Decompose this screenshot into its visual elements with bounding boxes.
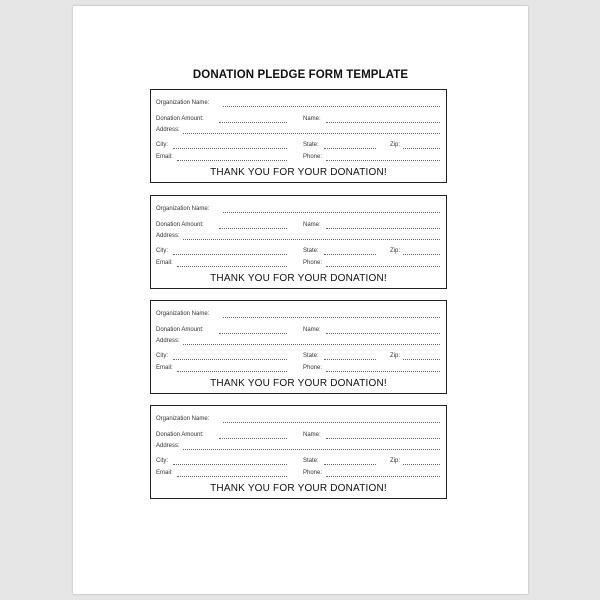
state-label: State: <box>303 248 319 254</box>
pledge-card-2 <box>150 195 447 289</box>
city-field[interactable] <box>173 254 287 255</box>
phone-field[interactable] <box>326 476 440 477</box>
state-label: State: <box>303 142 319 148</box>
amount-name-row <box>156 431 441 440</box>
email-row <box>156 259 441 268</box>
phone-label: Phone: <box>303 260 323 266</box>
state-field[interactable] <box>324 464 376 465</box>
email-label: Email: <box>156 260 173 266</box>
thank-you-text: THANK YOU FOR YOUR DONATION! <box>210 378 387 389</box>
email-row <box>156 469 441 478</box>
document-page <box>73 6 528 594</box>
organization-label: Organization Name: <box>156 416 210 422</box>
state-label: State: <box>303 353 319 359</box>
zip-field[interactable] <box>403 148 440 149</box>
email-label: Email: <box>156 154 173 160</box>
city-row <box>156 457 441 466</box>
address-field[interactable] <box>183 133 440 134</box>
address-field[interactable] <box>183 239 440 240</box>
zip-field[interactable] <box>403 464 440 465</box>
email-field[interactable] <box>177 266 287 267</box>
thank-you-text: THANK YOU FOR YOUR DONATION! <box>210 483 387 494</box>
city-row <box>156 247 441 256</box>
amount-field[interactable] <box>219 228 287 229</box>
pledge-card-4 <box>150 405 447 499</box>
name-field[interactable] <box>326 438 440 439</box>
city-field[interactable] <box>173 148 287 149</box>
zip-label: Zip: <box>390 248 401 254</box>
organization-label: Organization Name: <box>156 311 210 317</box>
zip-field[interactable] <box>403 359 440 360</box>
organization-label: Organization Name: <box>156 100 210 106</box>
organization-field[interactable] <box>223 106 440 107</box>
address-field[interactable] <box>183 344 440 345</box>
organization-row <box>156 205 441 214</box>
email-row <box>156 153 441 162</box>
pledge-card-1 <box>150 89 447 183</box>
name-field[interactable] <box>326 333 440 334</box>
zip-label: Zip: <box>390 353 401 359</box>
thank-you-text: THANK YOU FOR YOUR DONATION! <box>210 167 387 178</box>
city-label: City: <box>156 458 168 464</box>
state-label: State: <box>303 458 319 464</box>
zip-field[interactable] <box>403 254 440 255</box>
city-field[interactable] <box>173 464 287 465</box>
address-row <box>156 126 441 135</box>
email-field[interactable] <box>177 476 287 477</box>
thank-you-text: THANK YOU FOR YOUR DONATION! <box>210 273 387 284</box>
name-label: Name: <box>303 327 321 333</box>
organization-row <box>156 99 441 108</box>
email-field[interactable] <box>177 371 287 372</box>
address-row <box>156 442 441 451</box>
email-label: Email: <box>156 365 173 371</box>
amount-label: Donation Amount: <box>156 432 204 438</box>
email-label: Email: <box>156 470 173 476</box>
organization-field[interactable] <box>223 317 440 318</box>
phone-field[interactable] <box>326 160 440 161</box>
amount-field[interactable] <box>219 333 287 334</box>
address-label: Address: <box>156 443 180 449</box>
organization-label: Organization Name: <box>156 206 210 212</box>
amount-name-row <box>156 326 441 335</box>
pledge-card-3 <box>150 300 447 394</box>
document-title: DONATION PLEDGE FORM TEMPLATE <box>192 69 409 81</box>
city-label: City: <box>156 142 168 148</box>
zip-label: Zip: <box>390 458 401 464</box>
state-field[interactable] <box>324 148 376 149</box>
address-field[interactable] <box>183 449 440 450</box>
address-label: Address: <box>156 233 180 239</box>
amount-label: Donation Amount: <box>156 327 204 333</box>
phone-label: Phone: <box>303 470 323 476</box>
organization-row <box>156 310 441 319</box>
amount-label: Donation Amount: <box>156 222 204 228</box>
name-field[interactable] <box>326 122 440 123</box>
city-row <box>156 352 441 361</box>
name-label: Name: <box>303 222 321 228</box>
phone-label: Phone: <box>303 365 323 371</box>
city-label: City: <box>156 248 168 254</box>
amount-field[interactable] <box>219 122 287 123</box>
organization-field[interactable] <box>223 212 440 213</box>
amount-name-row <box>156 115 441 124</box>
city-field[interactable] <box>173 359 287 360</box>
state-field[interactable] <box>324 254 376 255</box>
amount-label: Donation Amount: <box>156 116 204 122</box>
address-label: Address: <box>156 127 180 133</box>
email-row <box>156 364 441 373</box>
name-field[interactable] <box>326 228 440 229</box>
address-label: Address: <box>156 338 180 344</box>
name-label: Name: <box>303 116 321 122</box>
organization-row <box>156 415 441 424</box>
address-row <box>156 232 441 241</box>
phone-field[interactable] <box>326 266 440 267</box>
phone-field[interactable] <box>326 371 440 372</box>
city-label: City: <box>156 353 168 359</box>
email-field[interactable] <box>177 160 287 161</box>
city-row <box>156 141 441 150</box>
zip-label: Zip: <box>390 142 401 148</box>
organization-field[interactable] <box>223 422 440 423</box>
amount-name-row <box>156 221 441 230</box>
state-field[interactable] <box>324 359 376 360</box>
amount-field[interactable] <box>219 438 287 439</box>
phone-label: Phone: <box>303 154 323 160</box>
name-label: Name: <box>303 432 321 438</box>
address-row <box>156 337 441 346</box>
